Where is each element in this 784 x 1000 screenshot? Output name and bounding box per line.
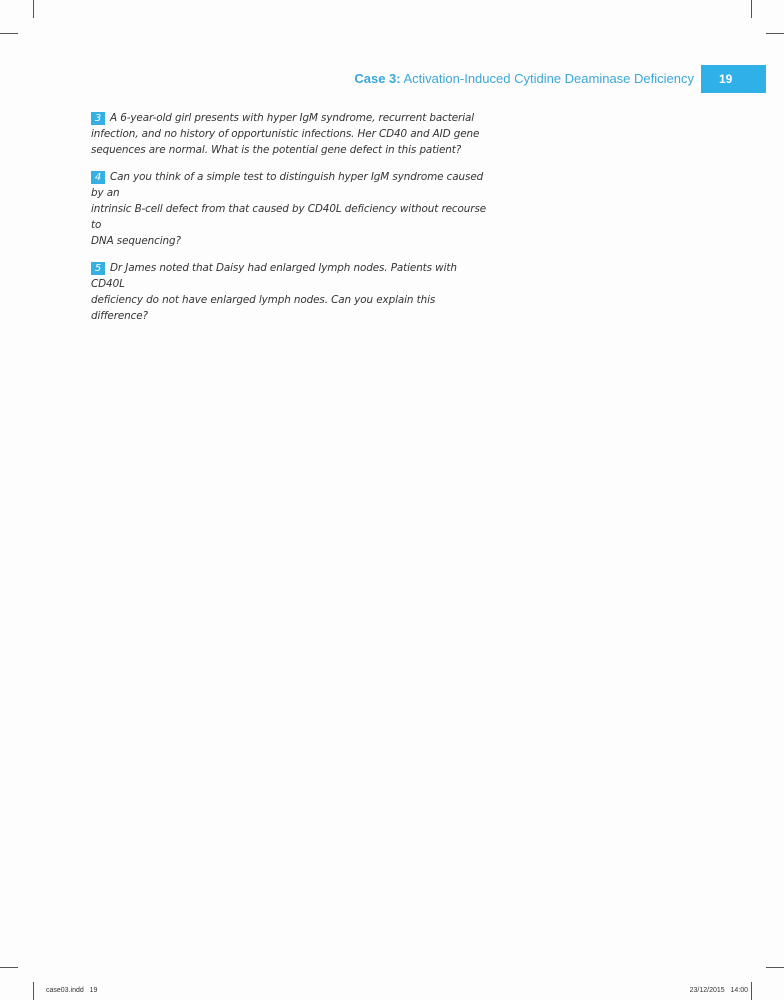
question-number-badge: 4 bbox=[91, 171, 105, 184]
question-number-badge: 5 bbox=[91, 262, 105, 275]
crop-mark-bottom-right-h bbox=[766, 967, 784, 968]
crop-mark-top-left-h bbox=[0, 33, 18, 34]
crop-mark-top-right bbox=[751, 0, 752, 18]
case-label: Case 3: bbox=[354, 71, 401, 86]
question-number-badge: 3 bbox=[91, 112, 105, 125]
question-4 bbox=[91, 170, 491, 249]
file-slug: case03.indd 19 bbox=[46, 987, 98, 994]
question-line: DNA sequencing? bbox=[91, 234, 181, 247]
question-line: A 6-year-old girl presents with hyper IgM syndrome, recurrent bacterial bbox=[110, 112, 475, 124]
question-line: deficiency do not have enlarged lymph nodes. Can you explain this difference? bbox=[91, 293, 436, 322]
crop-mark-top-right-h bbox=[766, 33, 784, 34]
question-3 bbox=[91, 111, 491, 158]
question-line: infection, and no history of opportunistic infections. Her CD40 and AID gene bbox=[91, 127, 480, 140]
question-list bbox=[91, 111, 491, 337]
question-line: Dr James noted that Daisy had enlarged lymph nodes. Patients with CD40L bbox=[91, 262, 457, 291]
question-line: Can you think of a simple test to distinguish hyper IgM syndrome caused by an bbox=[91, 171, 484, 200]
crop-mark-bottom-left-h bbox=[0, 967, 18, 968]
running-head bbox=[354, 71, 694, 86]
page-number: 19 bbox=[719, 72, 733, 86]
crop-mark-bottom-left bbox=[33, 982, 34, 1000]
question-line: intrinsic B-cell defect from that caused by CD40L deficiency without recourse to bbox=[91, 202, 487, 231]
case-title: Activation-Induced Cytidine Deaminase Deficiency bbox=[403, 71, 694, 86]
question-line: sequences are normal. What is the potential gene defect in this patient? bbox=[91, 143, 462, 156]
crop-mark-bottom-right bbox=[751, 982, 752, 1000]
page-number-tab bbox=[701, 65, 766, 93]
question-5 bbox=[91, 261, 491, 324]
crop-mark-top-left bbox=[33, 0, 34, 18]
date-slug: 23/12/2015 14:00 bbox=[689, 987, 748, 994]
